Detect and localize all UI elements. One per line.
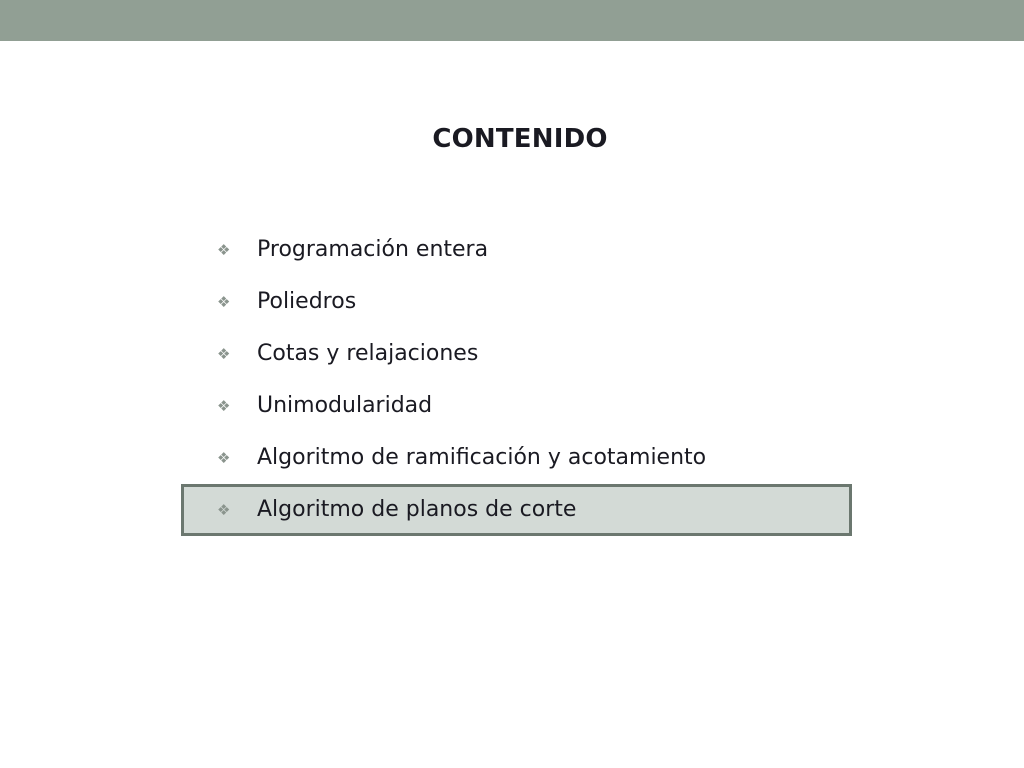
agenda-item-label: Algoritmo de ramificación y acotamiento	[257, 445, 707, 470]
diamond-bullet-icon: ❖	[217, 345, 231, 363]
agenda-item-label: Unimodularidad	[257, 393, 433, 418]
agenda-item	[181, 276, 852, 328]
agenda-item-label: Cotas y relajaciones	[257, 341, 479, 366]
diamond-bullet-icon: ❖	[217, 397, 231, 415]
diamond-bullet-icon: ❖	[217, 241, 231, 259]
agenda-item-label: Algoritmo de planos de corte	[257, 497, 577, 522]
diamond-bullet-icon: ❖	[217, 293, 231, 311]
slide-title: CONTENIDO	[432, 124, 608, 154]
agenda-item	[181, 224, 852, 276]
agenda-item-label: Poliedros	[257, 289, 357, 314]
agenda-item	[181, 328, 852, 380]
agenda-item	[181, 380, 852, 432]
header-band	[0, 0, 1024, 41]
agenda-item-label: Programación entera	[257, 237, 489, 262]
agenda-list	[181, 224, 852, 536]
diamond-bullet-icon: ❖	[217, 449, 231, 467]
agenda-item	[181, 432, 852, 484]
diamond-bullet-icon: ❖	[217, 501, 231, 519]
agenda-item-current	[181, 484, 852, 536]
